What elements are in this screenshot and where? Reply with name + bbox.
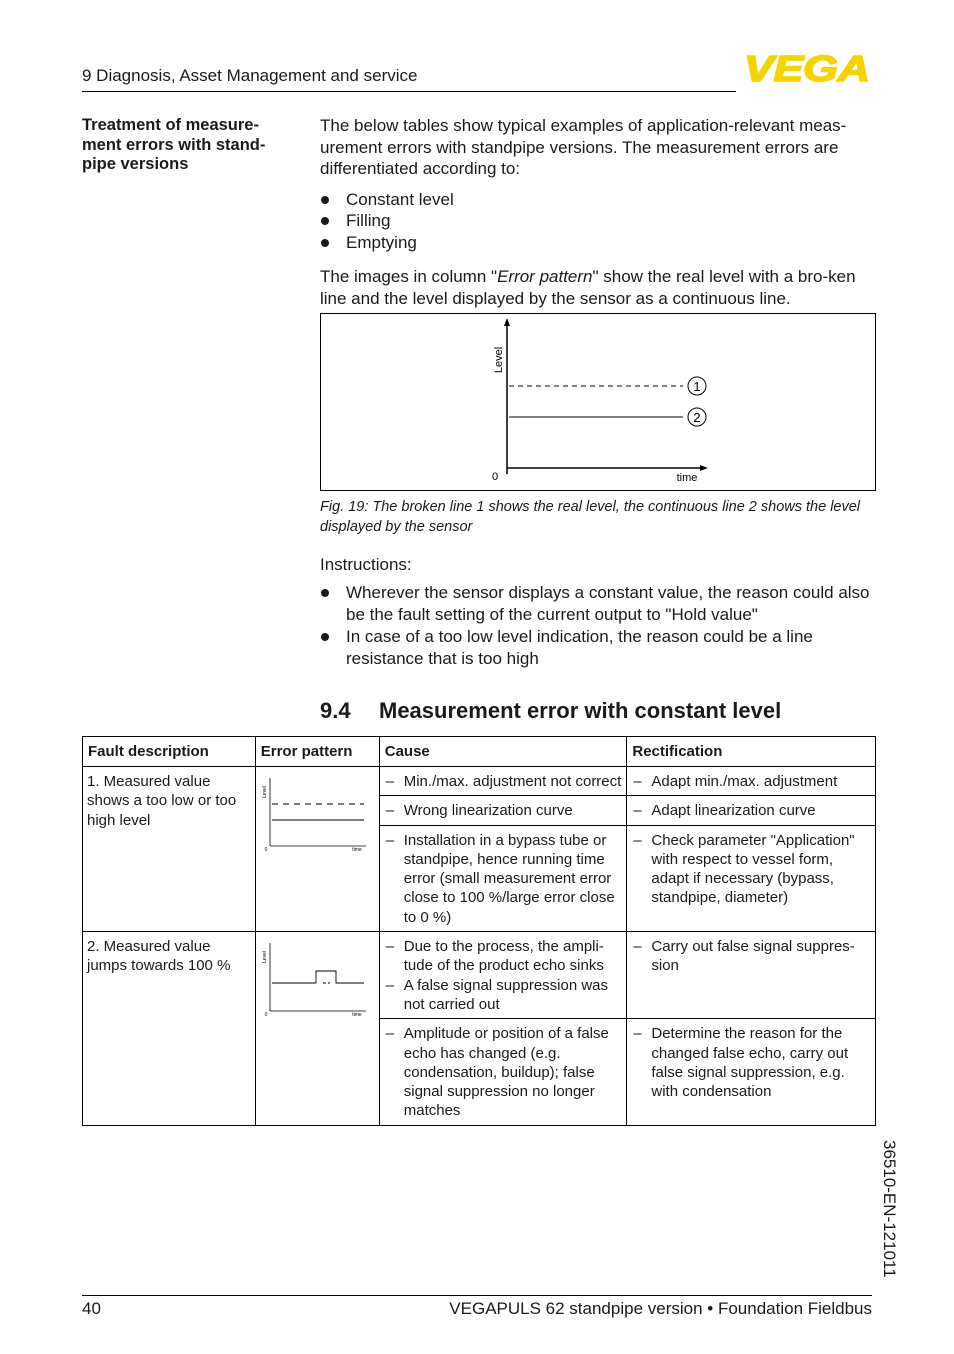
mini-y-label: Level bbox=[261, 951, 268, 964]
images-paragraph bbox=[320, 266, 880, 309]
intro-block bbox=[320, 115, 880, 309]
callout-2: 2 bbox=[693, 410, 701, 425]
cause-text: – Amplitude or position of a false echo has changed (e.g. condensation, buildup); false signal suppression no longer matches bbox=[384, 1024, 623, 1120]
intro-paragraph: The below tables show typical examples of application-relevant meas-urement errors with standpipe versions. The measurement errors are differentiated according to: bbox=[320, 116, 847, 178]
figure-caption: Fig. 19: The broken line 1 shows the real level, the continuous line 2 shows the level displayed by the sensor bbox=[320, 499, 861, 535]
list-item: Wherever the sensor displays a constant value, the reason could also be the fault setting of the current output to "Hold value" bbox=[320, 582, 876, 626]
list-item: Filling bbox=[320, 210, 880, 232]
rectification-text: – Determine the reason for the changed false echo, carry out false signal suppression, e.g. with condensation bbox=[631, 1024, 871, 1101]
error-pattern-2 bbox=[255, 932, 379, 1126]
origin-label: 0 bbox=[491, 471, 499, 483]
chapter-header: 9 Diagnosis, Asset Management and service bbox=[82, 66, 418, 85]
header-fault-description: Fault description bbox=[83, 737, 256, 767]
rectification-cell bbox=[627, 932, 876, 1019]
mini-x-label: time bbox=[352, 1012, 362, 1018]
rectification-text: – Check parameter "Application" with respect to vessel form, adapt if necessary (bypass, standpipe, diameter) bbox=[631, 831, 871, 908]
rectification-cell bbox=[627, 825, 876, 931]
header-error-pattern: Error pattern bbox=[255, 737, 379, 767]
error-table bbox=[82, 736, 876, 1126]
rectification-text: – Carry out false signal suppres-sion bbox=[631, 937, 871, 976]
page-number: 40 bbox=[82, 1299, 101, 1318]
table-row bbox=[83, 767, 876, 796]
intro-bullets bbox=[320, 189, 880, 254]
cause-text: – Min./max. adjustment not correct bbox=[384, 772, 623, 791]
cause-cell bbox=[379, 1019, 627, 1125]
header-rectification: Rectification bbox=[627, 737, 876, 767]
x-axis-arrow bbox=[700, 465, 708, 471]
rectification-text: – Adapt linearization curve bbox=[631, 801, 871, 820]
cause-cell bbox=[379, 825, 627, 931]
footer-rule bbox=[82, 1295, 872, 1296]
images-text-pre: The images in column " bbox=[320, 267, 498, 286]
header-rule bbox=[82, 91, 736, 92]
mini-x-label: time bbox=[352, 847, 362, 852]
callout-1: 1 bbox=[693, 379, 701, 394]
section-title: Measurement error with constant level bbox=[379, 698, 782, 723]
instructions-block bbox=[320, 554, 876, 670]
cause-cell bbox=[379, 767, 627, 796]
error-pattern-chart-2 bbox=[260, 937, 372, 1017]
rectification-text: – Adapt min./max. adjustment bbox=[631, 772, 871, 791]
instructions-label: Instructions: bbox=[320, 555, 412, 574]
cause-cell bbox=[379, 796, 627, 825]
level-diagram bbox=[321, 314, 875, 490]
vega-logo bbox=[742, 52, 872, 82]
mini-y-label: Level bbox=[261, 786, 268, 798]
section-heading bbox=[320, 698, 781, 724]
cause-text: – A false signal suppression was not carried out bbox=[384, 976, 623, 1015]
error-pattern-chart-1 bbox=[260, 772, 372, 852]
fault-description-1: 1. Measured value shows a too low or too high level bbox=[83, 767, 256, 932]
sidebar-title: Treatment of measure-ment errors with stand-pipe versions bbox=[82, 116, 266, 173]
fault-description-2: 2. Measured value jumps towards 100 % bbox=[83, 932, 256, 1126]
rectification-cell bbox=[627, 767, 876, 796]
mini-origin-label: 0 bbox=[264, 1012, 268, 1018]
instructions-bullets bbox=[320, 582, 876, 670]
list-item: Constant level bbox=[320, 189, 880, 211]
cause-text: – Installation in a bypass tube or standpipe, hence running time error (small measurement error close to 100 %/large error close to 0 %) bbox=[384, 831, 623, 927]
logo-text: VEGA bbox=[744, 52, 870, 82]
table-header-row bbox=[83, 737, 876, 767]
y-axis-label: Level bbox=[493, 346, 505, 374]
error-pattern-1 bbox=[255, 767, 379, 932]
mini-origin-label: 0 bbox=[264, 847, 268, 852]
figure-19 bbox=[320, 313, 876, 491]
y-axis-arrow bbox=[504, 318, 510, 326]
section-number: 9.4 bbox=[320, 698, 351, 723]
table-row bbox=[83, 932, 876, 1019]
cause-text: – Wrong linearization curve bbox=[384, 801, 623, 820]
doc-code: 36510-EN-121011 bbox=[880, 1140, 899, 1278]
list-item: Emptying bbox=[320, 232, 880, 254]
cause-text: – Due to the process, the ampli-tude of the product echo sinks bbox=[384, 937, 623, 976]
images-text-em: Error pattern bbox=[497, 267, 593, 286]
footer-title: VEGAPULS 62 standpipe version • Foundation Fieldbus bbox=[449, 1299, 872, 1318]
x-axis-label: time bbox=[676, 472, 698, 484]
doc-code-vertical bbox=[875, 1140, 905, 1290]
rectification-cell bbox=[627, 796, 876, 825]
rectification-cell bbox=[627, 1019, 876, 1125]
header-cause: Cause bbox=[379, 737, 627, 767]
list-item: In case of a too low level indication, the reason could be a line resistance that is too high bbox=[320, 626, 876, 670]
images-text-post: " show the real level with a bro-ken line and the level displayed by the sensor as a continuous line. bbox=[320, 267, 856, 308]
cause-cell bbox=[379, 932, 627, 1019]
sensor-level-line bbox=[272, 971, 364, 983]
